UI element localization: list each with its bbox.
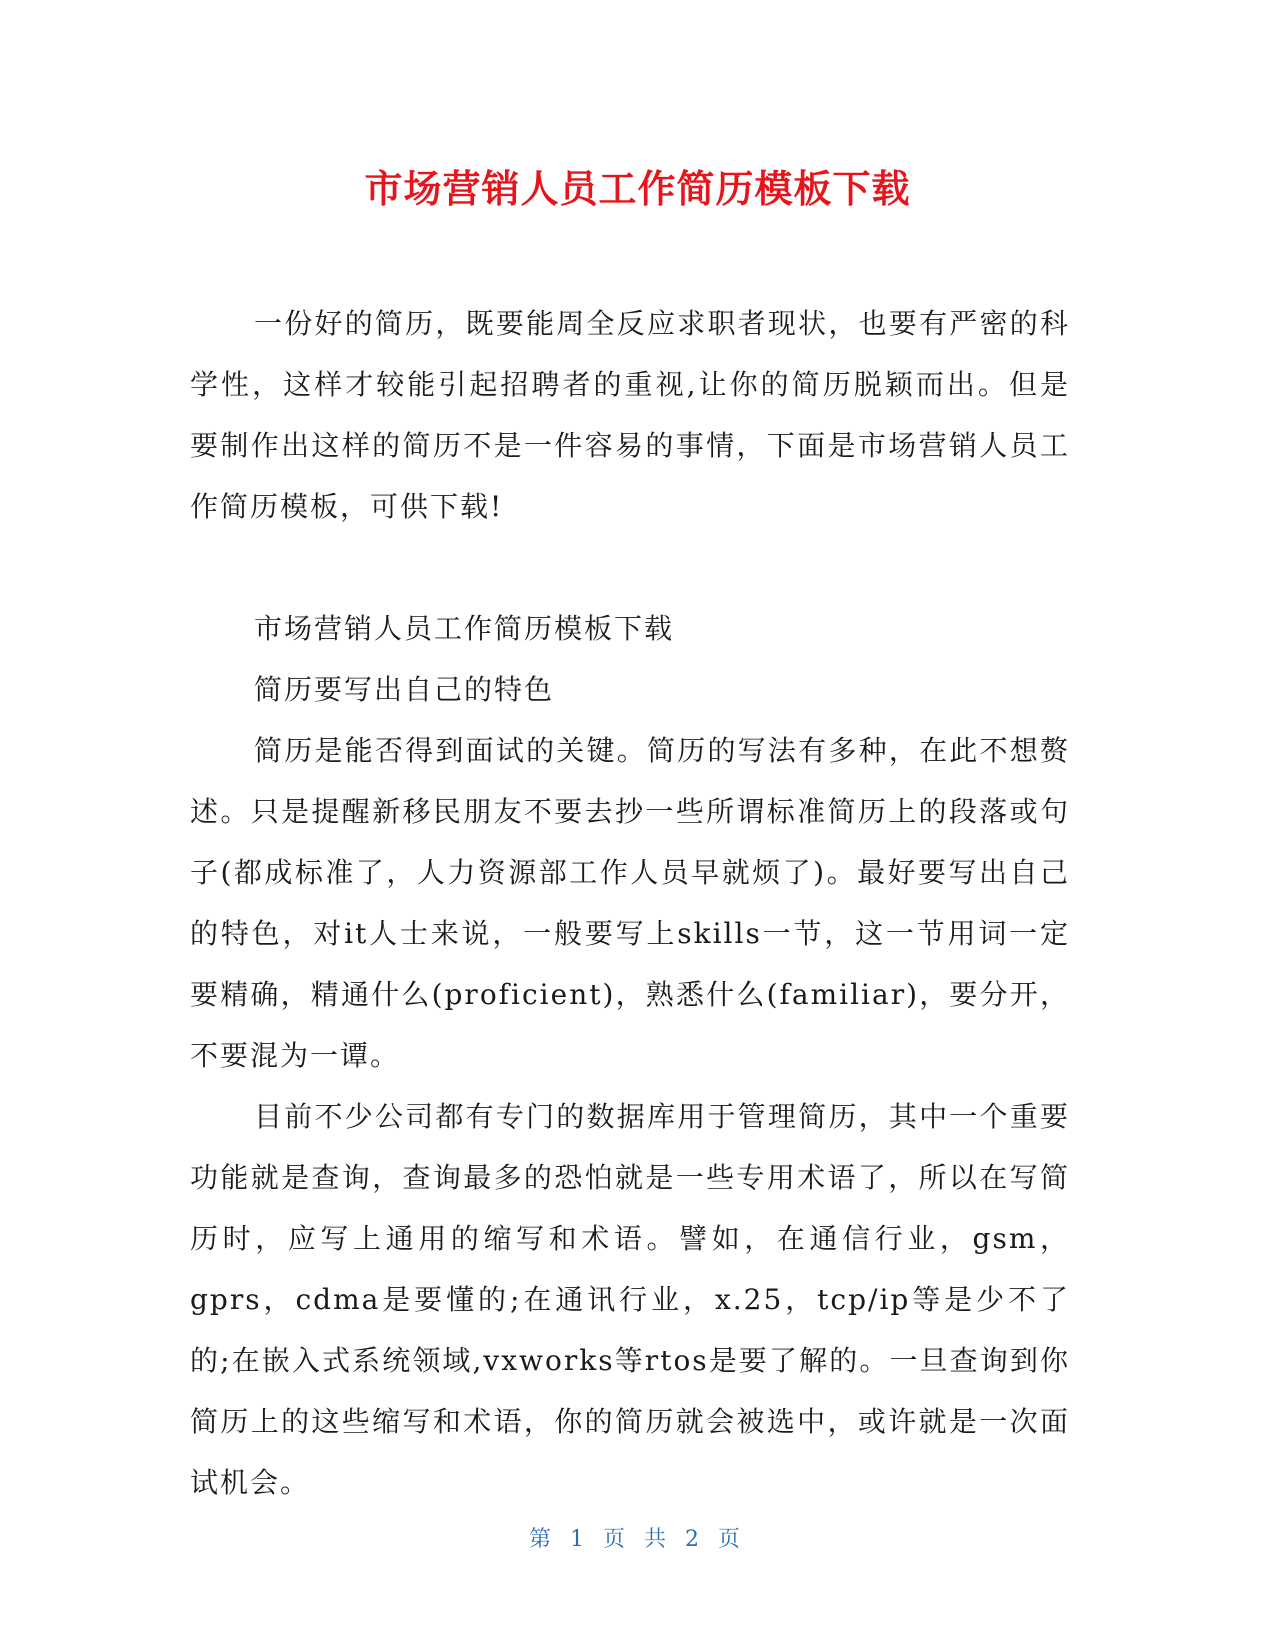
page-number-footer: 第 1 页 共 2 页 xyxy=(529,1527,746,1552)
intro-paragraph: 一份好的简历，既要能周全反应求职者现状，也要有严密的科学性，这样才较能引起招聘者的重视,让你的简历脱颖而出。但是要制作出这样的简历不是一件容易的事情，下面是市场营销人员工作简历模板，可供下载! xyxy=(190,307,1070,523)
body-paragraph: 目前不少公司都有专门的数据库用于管理简历，其中一个重要功能就是查询，查询最多的恐怕就是一些专用术语了，所以在写简历时，应写上通用的缩写和术语。譬如，在通信行业，gsm，gprs，cdma是要懂的;在通讯行业，x.25，tcp/ip等是少不了的;在嵌入式系统领域,vxworks等rtos是要了解的。一旦查询到你简历上的这些缩写和术语，你的简历就会被选中，或许就是一次面试机会。 xyxy=(190,1100,1070,1499)
section-heading: 市场营销人员工作简历模板下载 xyxy=(254,612,675,645)
body-paragraph: 简历是能否得到面试的关键。简历的写法有多种，在此不想赘述。只是提醒新移民朋友不要去抄一些所谓标准简历上的段落或句子(都成标准了，人力资源部工作人员早就烦了)。最好要写出自己的特色，对it人士来说，一般要写上skills一节，这一节用词一定要精确，精通什么(proficient)，熟悉什么(familiar)，要分开，不要混为一谭。 xyxy=(190,734,1070,1072)
subsection-heading: 简历要写出自己的特色 xyxy=(254,673,555,706)
document-title: 市场营销人员工作简历模板下载 xyxy=(364,167,911,211)
document-body xyxy=(190,293,1070,1513)
paragraph-spacer xyxy=(190,537,1070,598)
